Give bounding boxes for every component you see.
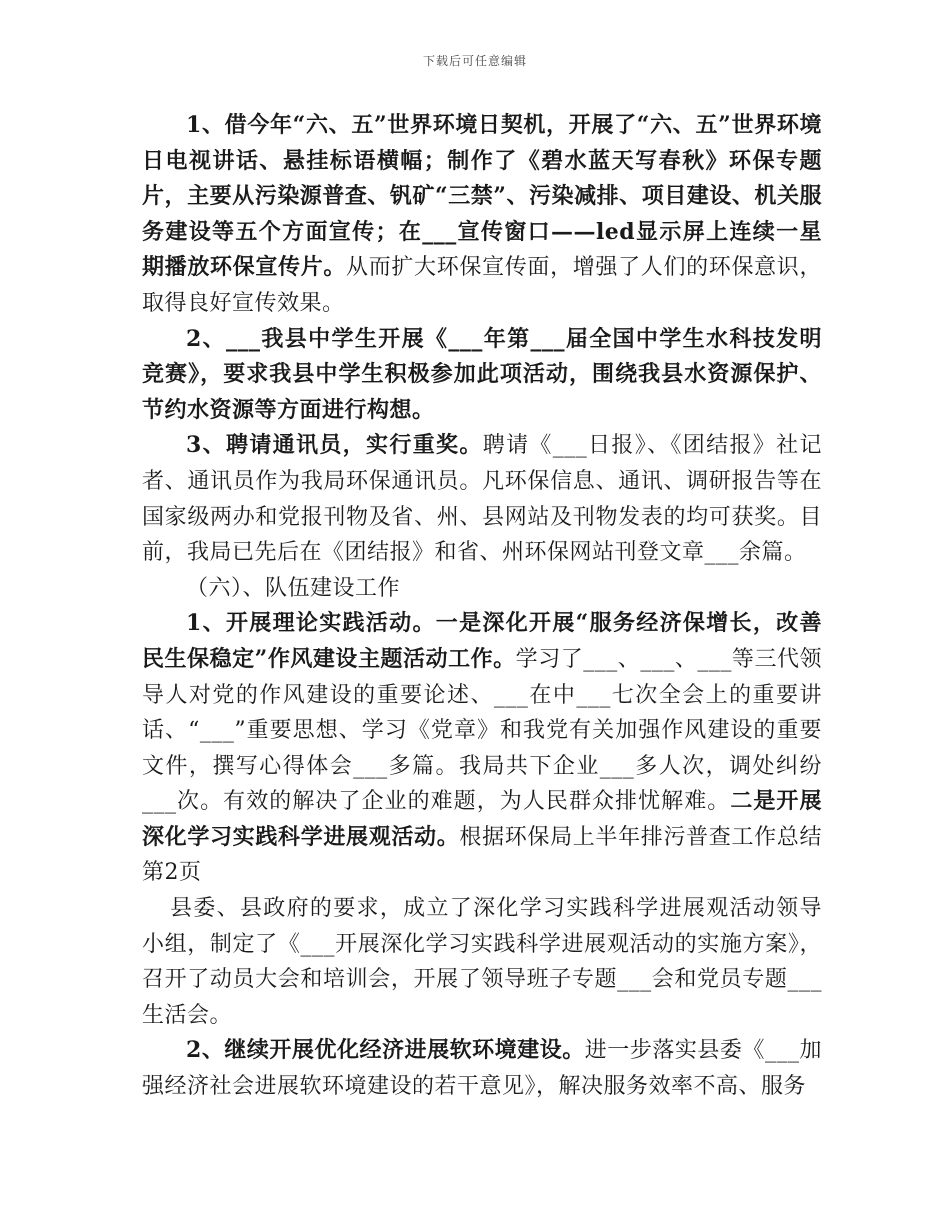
section-heading xyxy=(142,571,822,607)
paragraph-4-text: 学习了___、___、___等三代领导人对党的作风建设的重要论述、___在中___七次全会上的重要讲话、“___”重要思想、学习《党章》和我党有关加强作风建设的重要文件，撰写心得体会___多篇。我局共下企业___多人次，调处纠纷___次。有效的解决了企业的难题，为人民群众排忧解难。 xyxy=(142,646,822,815)
paragraph-5-text: 县委、县政府的要求，成立了深化学习实践科学进展观活动领导小组，制定了《___开展深化学习实践科学进展观活动的实施方案》，召开了动员大会和培训会，开展了领导班子专题___会和党员专题___生活会。 xyxy=(142,896,822,1028)
paragraph-5 xyxy=(142,891,822,1033)
paragraph-4 xyxy=(142,606,822,891)
page-header: 下载后可任意编辑 xyxy=(422,54,527,68)
paragraph-2 xyxy=(142,322,822,429)
paragraph-1-bold: 1、借今年“六、五”世界环境日契机，开展了“六、五”世界环境日电视讲话、悬挂标语横幅；制作了《碧水蓝天写春秋》环保专题片，主要从污染源普查、钒矿“三禁”、污染减排、项目建设、机关服务建设等五个方面宣传；在___宣传窗口——led显示屏上连续一星期播放环保宣传片。 xyxy=(142,112,822,281)
paragraph-4-bold-2: 二是开展深化学习实践科学进展观活动。 xyxy=(142,788,822,850)
paragraph-2-bold: 2、___我县中学生开展《___年第___届全国中学生水科技发明竞赛》，要求我县中学生积极参加此项活动，围绕我县水资源保护、节约水资源等方面进行构想。 xyxy=(142,325,822,423)
paragraph-3-text: 聘请《___日报》、《团结报》社记者、通讯员作为我局环保通讯员。凡环保信息、通讯、调研报告等在国家级两办和党报刊物及省、州、县网站及刊物发表的均可获奖。目前，我局已先后在《团结报》和省、州环保网站刊登文章___余篇。 xyxy=(142,433,822,566)
paragraph-4-bold: 1、开展理论实践活动。一是深化开展“服务经济保增长，改善民生保稳定”作风建设主题活动工作。 xyxy=(142,610,822,672)
paragraph-6-text: 进一步落实县委《___加强经济社会进展软环境建设的若干意见》，解决服务效率不高、服务 xyxy=(142,1038,822,1100)
section-heading-text: （六）、队伍建设工作 xyxy=(186,575,401,601)
paragraph-1 xyxy=(142,108,822,322)
document-body xyxy=(142,108,822,1105)
paragraph-4-text-2: 根据环保局上半年排污普查工作总结第2页 xyxy=(142,824,822,886)
paragraph-3 xyxy=(142,428,822,570)
paragraph-1-text: 从而扩大环保宣传面，增强了人们的环保意识，取得良好宣传效果。 xyxy=(142,255,822,316)
paragraph-6 xyxy=(142,1033,822,1104)
paragraph-3-bold: 3、聘请通讯员，实行重奖。 xyxy=(186,432,483,459)
paragraph-6-bold: 2、继续开展优化经济进展软环境建设。 xyxy=(186,1037,585,1064)
